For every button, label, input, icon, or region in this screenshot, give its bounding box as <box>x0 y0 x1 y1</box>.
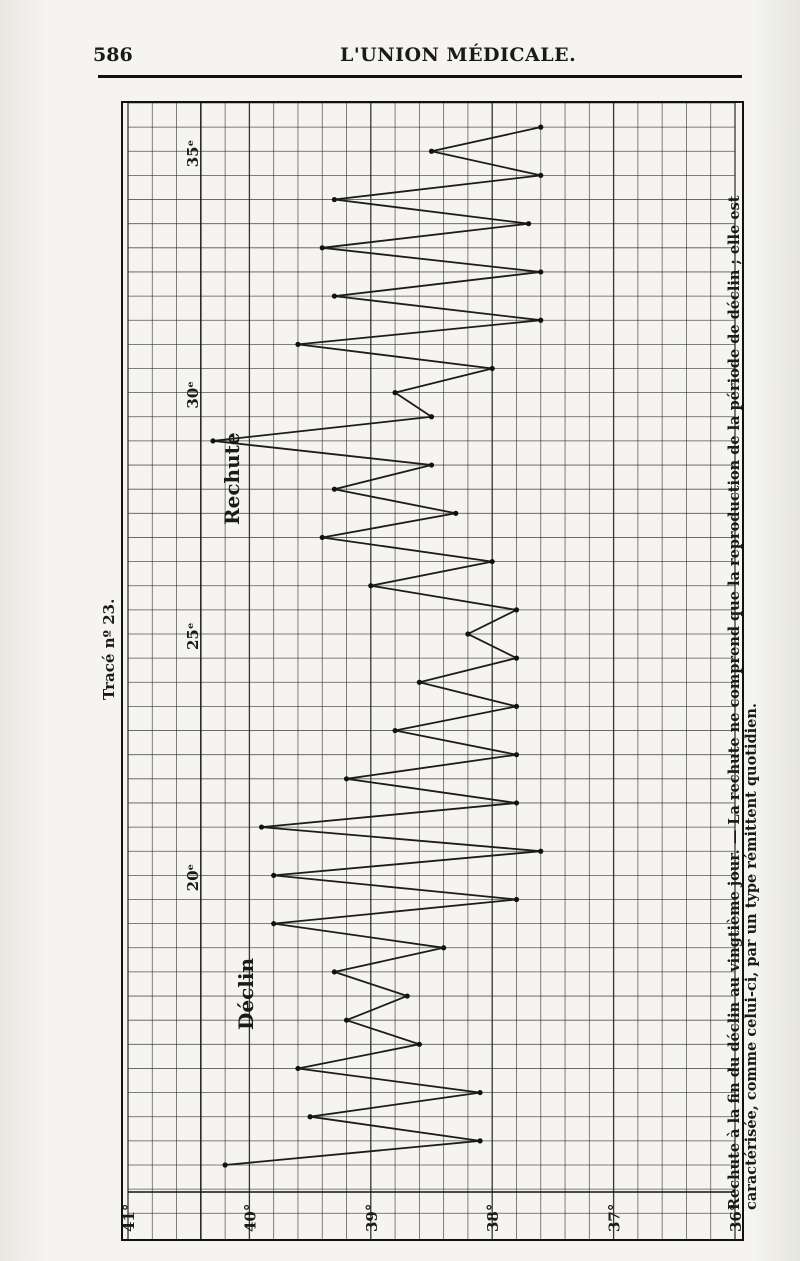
data-point <box>538 318 543 323</box>
figure-title: Tracé nº 23. <box>100 598 118 700</box>
temperature-tick-label: 41° <box>120 1203 138 1232</box>
day-label: 25ᵉ <box>183 622 202 650</box>
chart-grid <box>128 102 735 1240</box>
data-point <box>429 462 434 467</box>
temperature-tick-label: 37° <box>605 1203 624 1232</box>
data-point <box>429 149 434 154</box>
data-point <box>490 559 495 564</box>
data-point <box>344 1018 349 1023</box>
data-point <box>368 583 373 588</box>
chart-border <box>122 102 743 1240</box>
data-point <box>223 1162 228 1167</box>
data-point <box>477 1090 482 1095</box>
day-label: 20ᵉ <box>183 863 202 892</box>
data-point <box>538 173 543 178</box>
data-point <box>320 245 325 250</box>
data-point <box>295 1066 300 1071</box>
data-point <box>514 607 519 612</box>
figure-caption: Rechute à la fin du déclin au vingtième jour. — La rechute ne comprend que la reproduction de la période de déclin ; elle est caractérisée, comme celui-ci, par un type rémittent quotidien. <box>726 195 760 1210</box>
page-number: 586 <box>93 44 133 66</box>
day-label: 30ᵉ <box>183 381 202 409</box>
temperature-tick-labels <box>120 1204 745 1232</box>
day-label: 35ᵉ <box>183 139 202 168</box>
data-point <box>514 656 519 661</box>
data-point <box>271 873 276 878</box>
data-point <box>514 752 519 757</box>
data-point <box>417 1042 422 1047</box>
data-point <box>320 535 325 540</box>
data-point <box>441 945 446 950</box>
data-point <box>538 849 543 854</box>
temperature-tick-label: 40° <box>241 1203 260 1232</box>
data-point <box>332 487 337 492</box>
data-point <box>514 800 519 805</box>
data-point <box>210 438 215 443</box>
journal-title: L'UNION MÉDICALE. <box>340 44 577 66</box>
data-point <box>344 776 349 781</box>
data-point <box>514 704 519 709</box>
data-point <box>514 897 519 902</box>
data-point <box>477 1138 482 1143</box>
data-point <box>538 125 543 130</box>
data-point <box>308 1114 313 1119</box>
data-point <box>490 366 495 371</box>
data-point <box>332 197 337 202</box>
annotation-decline: Déclin <box>234 958 258 1030</box>
temperature-tick-label: 38° <box>484 1203 503 1232</box>
data-point <box>526 221 531 226</box>
data-point <box>465 631 470 636</box>
data-point <box>332 969 337 974</box>
data-point <box>453 511 458 516</box>
data-point <box>538 269 543 274</box>
temperature-tick-label: 39° <box>362 1203 381 1232</box>
data-point <box>392 390 397 395</box>
data-point <box>429 414 434 419</box>
data-point <box>417 680 422 685</box>
data-point <box>392 728 397 733</box>
annotation-relapse: Rechute <box>220 432 244 525</box>
data-point <box>259 824 264 829</box>
temperature-tick-label: 36° <box>727 1203 745 1232</box>
data-point <box>405 993 410 998</box>
chart-frame <box>122 102 743 1240</box>
temperature-series <box>210 125 543 1168</box>
data-point <box>271 921 276 926</box>
data-point <box>332 293 337 298</box>
data-point <box>295 342 300 347</box>
